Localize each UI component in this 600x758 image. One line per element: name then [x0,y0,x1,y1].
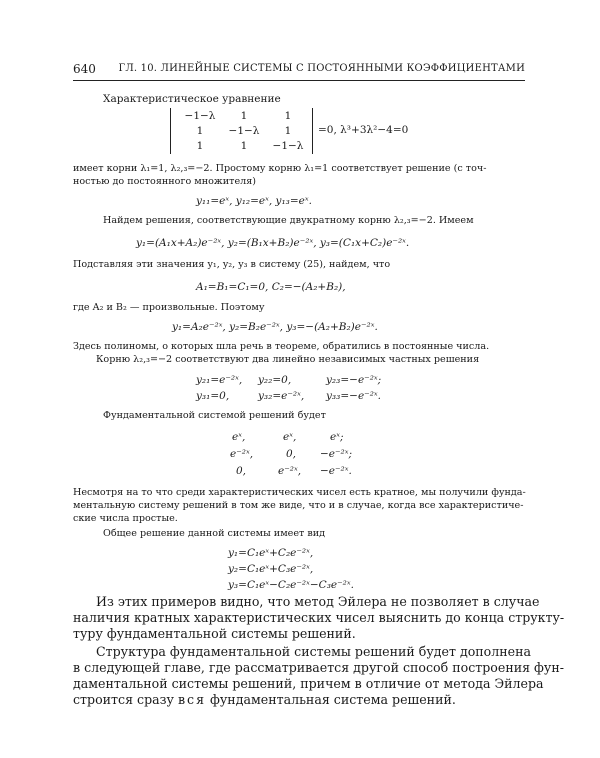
fundamental-entry: −e⁻²ˣ. [320,465,352,477]
det-cell: 1 [284,125,292,137]
fundamental-entry: 0, [236,465,247,477]
det-cell: 1 [240,110,248,122]
fundamental-entry: −e⁻²ˣ; [320,448,353,460]
page-header [73,62,525,78]
particular-solution: y₃₂=e⁻²ˣ, [258,390,305,402]
despite-line: ментальную систему решений в том же виде, что и в случае, когда все характеристиче- [73,500,524,511]
paragraph-line: Из этих примеров видно, что метод Эйлера не позволяет в случае [96,594,540,609]
despite-line: Несмотря на то что среди характеристических чисел есть кратное, мы получили фунда- [73,487,526,498]
running-head: ГЛ. 10. ЛИНЕЙНЫЕ СИСТЕМЫ С ПОСТОЯННЫМИ КОЭФФИЦИЕНТАМИ [118,63,525,74]
header-rule [73,80,525,81]
paragraph-line: даментальной системы решений, причем в отличие от метода Эйлера [73,676,544,691]
particular-solution: y₂₂=0, [258,374,292,386]
double-root-line: Найдем решения, соответствующие двукратному корню λ₂,₃=−2. Имеем [103,215,474,226]
paragraph-line: наличия кратных характеристических чисел выяснить до конца структу- [73,610,565,625]
equation: A₁=B₁=C₁=0, C₂=−(A₂+B₂), [196,281,346,293]
equation: y₁=(A₁x+A₂)e⁻²ˣ, y₂=(B₁x+B₂)e⁻²ˣ, y₃=(C₁x+C₂)e⁻²ˣ. [136,237,410,249]
root-pair-line: Корню λ₂,₃=−2 соответствуют два линейно независимых частных решения [96,354,480,365]
char-eq-label: Характеристическое уравнение [103,93,281,105]
fundamental-entry: eˣ, [232,431,246,443]
det-cell: 1 [196,125,204,137]
char-eq-rhs: =0, λ³+3λ²−4=0 [318,124,409,136]
equation: y₁=A₂e⁻²ˣ, y₂=B₂e⁻²ˣ, y₃=−(A₂+B₂)e⁻²ˣ. [172,321,378,333]
det-cell: 1 [196,140,204,152]
det-cell: 1 [284,110,292,122]
fundamental-entry: e⁻²ˣ, [230,448,254,460]
substitute-line: Подставляя эти значения y₁, y₂, y₃ в систему (25), найдем, что [73,259,391,270]
paragraph-line: в следующей главе, где рассматривается другой способ построения фун- [73,660,564,675]
general-solution-row: y₁=C₁eˣ+C₂e⁻²ˣ, [228,547,314,559]
paragraph-line [73,692,456,708]
despite-line: ские числа простые. [73,513,178,524]
fundamental-entry: 0, [286,448,297,460]
fundamental-entry: eˣ; [330,431,344,443]
particular-solution: y₃₁=0, [196,390,230,402]
det-cell: −1−λ [228,125,260,137]
det-right-bar [312,108,313,154]
general-solution-label: Общее решение данной системы имеет вид [103,528,326,539]
paragraph-text: строится сразу [73,692,178,707]
fundamental-entry: e⁻²ˣ, [278,465,302,477]
determinant [170,108,315,156]
particular-solution: y₃₃=−e⁻²ˣ. [326,390,381,402]
page-number: 640 [73,62,96,76]
det-left-bar [170,108,171,154]
det-cell: 1 [240,140,248,152]
fundamental-entry: eˣ, [283,431,297,443]
roots-line: имеет корни λ₁=1, λ₂,₃=−2. Простому корню λ₁=1 соответствует решение (с точ- [73,163,487,174]
paragraph-line: Структура фундаментальной системы решений будет дополнена [96,644,532,659]
paragraph-text: фундаментальная система решений. [206,692,456,707]
equation: y₁₁=eˣ, y₁₂=eˣ, y₁₃=eˣ. [196,195,312,207]
general-solution-row: y₂=C₁eˣ+C₃e⁻²ˣ, [228,563,314,575]
det-cell: −1−λ [184,110,216,122]
emphasis-text: вся [177,692,207,707]
det-cell: −1−λ [272,140,304,152]
fundamental-label: Фундаментальной системой решений будет [103,410,326,421]
polynomials-line: Здесь полиномы, о которых шла речь в теореме, обратились в постоянные числа. [73,341,490,352]
paragraph-line: туру фундаментальной системы решений. [73,626,356,641]
particular-solution: y₂₁=e⁻²ˣ, [196,374,243,386]
general-solution-row: y₃=C₁eˣ−C₂e⁻²ˣ−C₃e⁻²ˣ. [228,579,354,591]
particular-solution: y₂₃=−e⁻²ˣ; [326,374,382,386]
arbitrary-line: где A₂ и B₂ — произвольные. Поэтому [73,302,265,313]
roots-line: ностью до постоянного множителя) [73,176,257,187]
